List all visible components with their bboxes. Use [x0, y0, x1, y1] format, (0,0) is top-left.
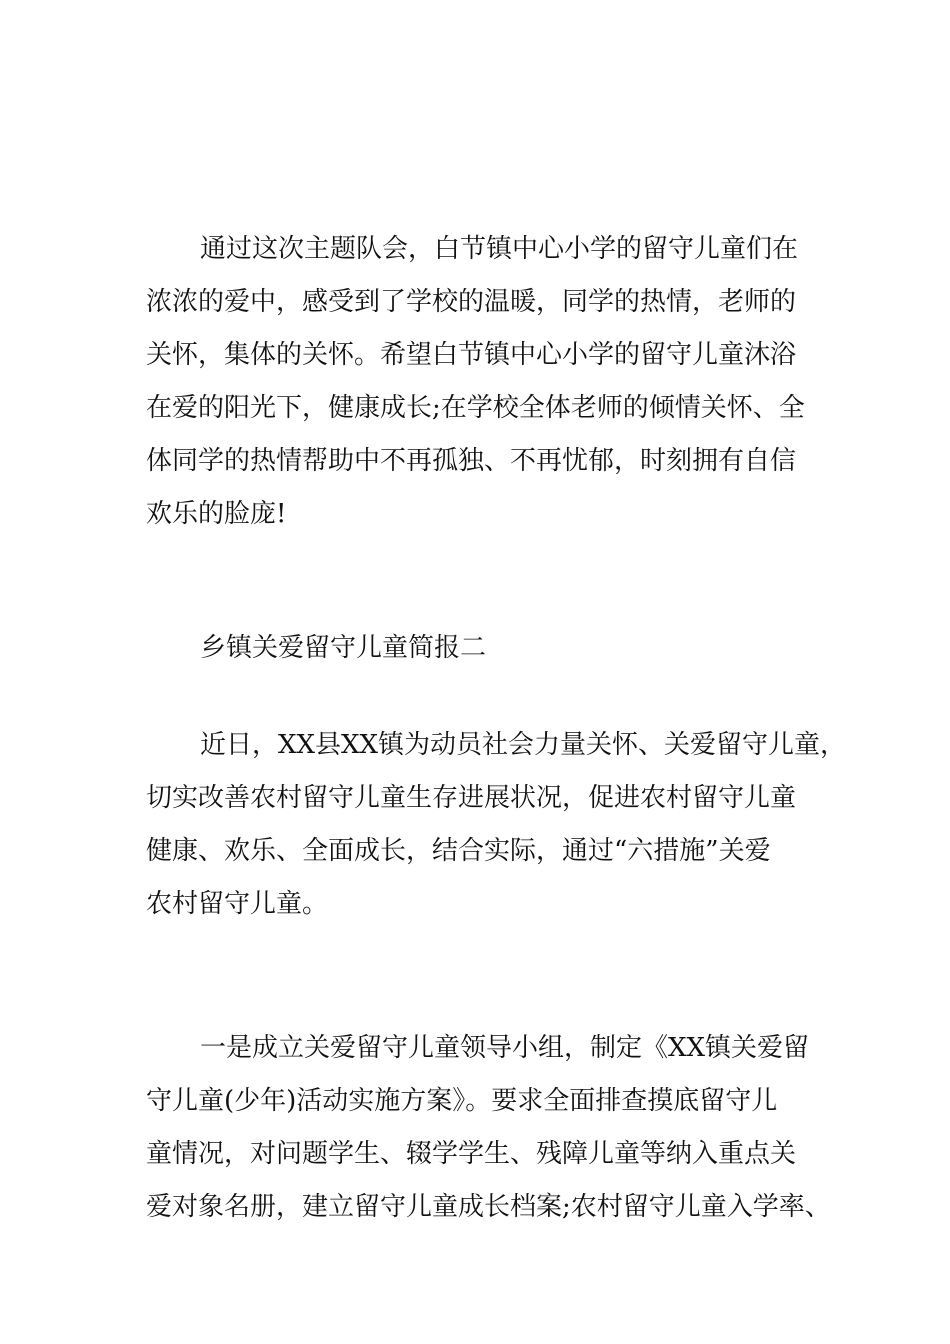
- paragraph-1: [146, 223, 826, 541]
- paragraph-line: 一是成立关爱留守儿童领导小组，制定《XX镇关爱留: [200, 1033, 810, 1063]
- paragraph-line: 健康、欢乐、全面成长，结合实际，通过“六措施”关爱: [146, 836, 771, 866]
- paragraph-line: 关怀，集体的关怀。希望白节镇中心小学的留守儿童沐浴: [146, 340, 797, 370]
- paragraph-line: 近日，XX县XX镇为动员社会力量关怀、关爱留守儿童，: [200, 730, 847, 760]
- paragraph-line: 体同学的热情帮助中不再孤独、不再忧郁，时刻拥有自信: [146, 446, 797, 476]
- paragraph-line: 欢乐的脸庞!: [146, 499, 287, 529]
- paragraph-line: 童情况，对问题学生、辍学学生、残障儿童等纳入重点关: [146, 1139, 797, 1169]
- section-heading: [146, 622, 826, 675]
- paragraph-2: [146, 719, 847, 931]
- paragraph-line: 农村留守儿童。: [146, 889, 329, 919]
- paragraph-line: 在爱的阳光下，健康成长;在学校全体老师的倾情关怀、全: [146, 393, 805, 423]
- paragraph-line: 浓浓的爱中，感受到了学校的温暖，同学的热情，老师的: [146, 287, 797, 317]
- paragraph-line: 切实改善农村留守儿童生存进展状况，促进农村留守儿童: [146, 783, 797, 813]
- paragraph-line: 爱对象名册，建立留守儿童成长档案;农村留守儿童入学率、: [146, 1192, 831, 1222]
- paragraph-line: 通过这次主题队会，白节镇中心小学的留守儿童们在: [200, 234, 799, 264]
- paragraph-line: 守儿童(少年)活动实施方案》。要求全面排查摸底留守儿: [146, 1086, 778, 1116]
- heading-text: 乡镇关爱留守儿童简报二: [200, 633, 487, 663]
- paragraph-3: [146, 1022, 831, 1234]
